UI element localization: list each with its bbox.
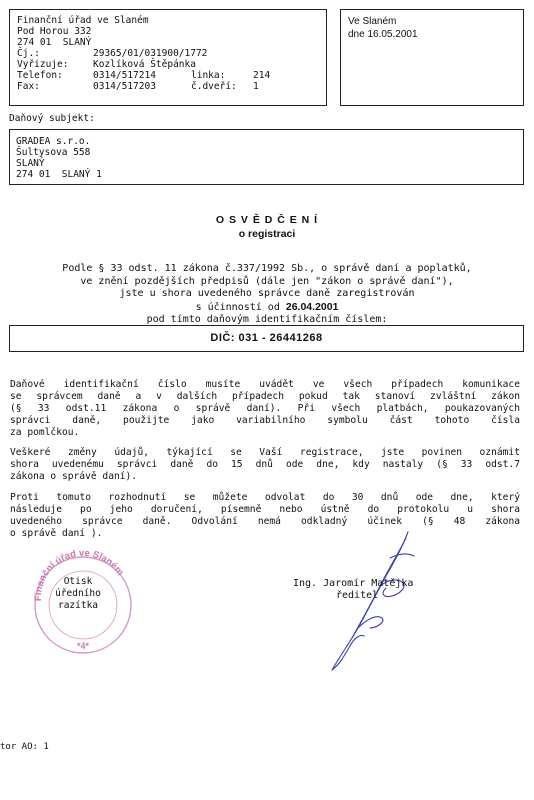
paragraph-line: zákona o správě daní). <box>10 471 138 482</box>
subject-heading: Daňový subjekt: <box>9 113 95 124</box>
paragraph-dic-usage <box>10 379 520 439</box>
dic-number: DIČ: 031 - 26441268 <box>210 332 323 344</box>
field-telefon <box>17 70 326 81</box>
place-date-box <box>340 9 524 106</box>
paragraph-line: uvedeného správce daně. Odvolání nemá odkladný účinek (§ 48 zákona <box>10 516 520 527</box>
field-vyrizuje <box>17 59 326 70</box>
signatory-role: ředitel <box>336 590 379 601</box>
paragraph-line: (§ 33 odst.11 zákona o správě daní). Při všech platbách, poukazovaných <box>10 403 520 414</box>
certificate-title: O S V Ě D Č E N Í <box>215 214 319 226</box>
subject-street: Šultysova 558 <box>16 147 91 158</box>
office-name: Finanční úřad ve Slaném <box>17 15 149 26</box>
paragraph-line: Proti tomuto rozhodnutí se můžete odvolat do 30 dnů ode dne, který <box>10 492 520 503</box>
field-label: Telefon: <box>17 70 63 81</box>
stamp-placeholder-text <box>38 576 118 612</box>
subject-name: GRADEA s.r.o. <box>16 136 91 147</box>
field-label: Vyřizuje: <box>17 59 69 70</box>
field-value-2: 214 <box>253 70 271 81</box>
subject-address-box <box>9 129 524 185</box>
office-city: 274 01 SLANÝ <box>17 37 92 48</box>
certificate-line: Podle § 33 odst. 11 zákona č.337/1992 Sb., o správě daní a poplatků, <box>62 263 472 274</box>
certificate-subtitle: o registraci <box>238 228 296 240</box>
subject-zip: 274 01 SLANÝ 1 <box>16 169 102 180</box>
paragraph-line: následuje po jeho doručení, písemně nebo ústně do protokolu u shora <box>10 504 520 515</box>
certificate-line: ve znění pozdějších předpisů (dále jen "zákon o správě daní"), <box>80 275 454 287</box>
field-label-2: č.dveří: <box>191 81 237 92</box>
field-label: Fax: <box>17 81 40 92</box>
stamp-line: razítka <box>57 600 99 611</box>
stamp-number: *4* <box>76 641 90 651</box>
paragraph-line: za pomlčkou. <box>10 427 80 438</box>
date-text: dne 16.05.2001 <box>348 29 418 40</box>
footer-text: tor AO: 1 <box>0 742 49 752</box>
paragraph-line: Daňové identifikační číslo musíte uvádět ve všech případech komunikace <box>10 379 520 390</box>
office-address-box <box>9 9 327 106</box>
field-value: 29365/01/031900/1772 <box>93 48 208 59</box>
paragraph-line: se správcem daně a v dalších případech pokud tak stanoví zvláštní zákon <box>10 391 520 402</box>
signatory-name: Ing. Jaromír Matějka <box>293 578 414 589</box>
certificate-body <box>0 263 534 327</box>
field-cj <box>17 48 326 59</box>
office-street: Pod Horou 332 <box>17 26 92 37</box>
dic-box <box>9 325 524 352</box>
field-value: 0314/517214 <box>93 70 156 81</box>
field-label: Čj.: <box>17 48 40 59</box>
effective-line <box>0 301 534 315</box>
effective-prefix: s účinností od <box>195 301 286 313</box>
field-fax <box>17 81 326 92</box>
effective-date: 26.04.2001 <box>285 300 339 313</box>
handwritten-signature <box>310 528 450 678</box>
certificate-line: jste u shora uvedeného správce daně zaregistrován <box>119 288 415 299</box>
paragraph-line: o správě daní ). <box>10 528 103 539</box>
stamp-line: úředního <box>55 588 101 599</box>
certificate-line: pod tímto daňovým identifikačním číslem: <box>146 314 388 325</box>
field-label-2: linka: <box>191 70 226 81</box>
subject-city: SLANÝ <box>16 158 45 169</box>
place-text: Ve Slaném <box>348 16 397 27</box>
paragraph-line: shora uvedenému správci daně do 15 dnů ode dne, kdy nastaly (§ 33 odst.7 <box>10 459 520 470</box>
stamp-ring-text: Finanční úřad ve Slaném <box>32 547 126 602</box>
field-value: 0314/517203 <box>93 81 156 92</box>
paragraph-line: Veškeré změny údajů, týkající se Vaší registrace, jste povinen oznámit <box>10 447 520 458</box>
stamp-line: Otisk <box>63 576 93 587</box>
paragraph-line: správci daně, použijte jako variabilního symbolu část tohoto čísla <box>10 415 520 426</box>
paragraph-changes <box>10 447 520 483</box>
field-value: Kozlíková Štěpánka <box>93 59 196 70</box>
field-value-2: 1 <box>253 81 259 92</box>
